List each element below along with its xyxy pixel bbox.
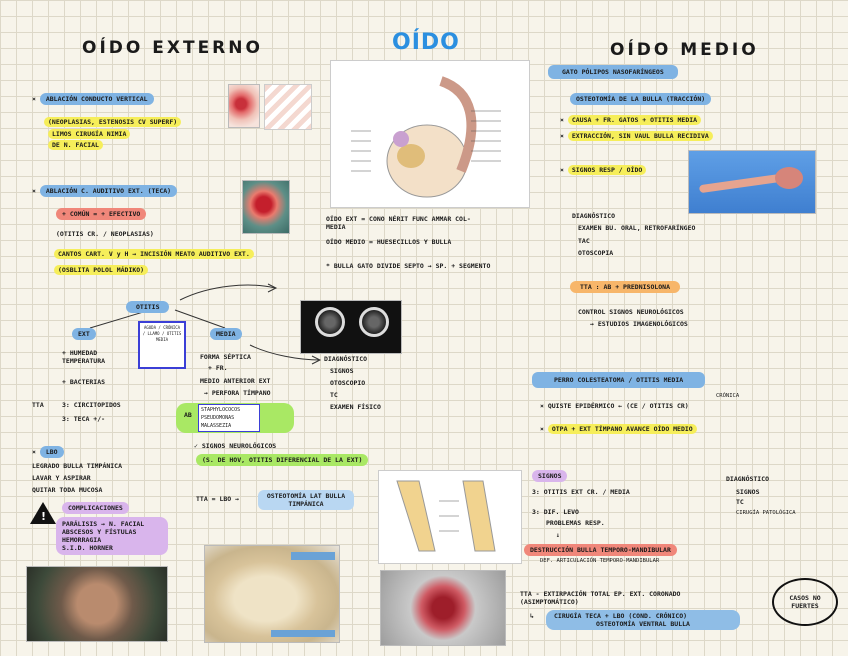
media-item-4: → PERFORA TÍMPANO <box>204 389 271 397</box>
otitis-label: OTITIS <box>126 301 169 313</box>
middle-item-3 <box>560 166 646 174</box>
page-title: OÍDO <box>392 30 460 55</box>
note-circle <box>772 578 838 626</box>
ext-item-1: + HUMEDAD TEMPERATURA <box>62 349 106 365</box>
perro-red2: DEF. ARTICULACIÓN TEMPORO-MANDIBULAR <box>540 558 660 564</box>
perro-tta-arrow: ↳ <box>530 612 534 620</box>
middle-control-2: → ESTUDIOS IMAGENOLÓGICOS <box>590 320 688 328</box>
complicaciones-list <box>56 517 168 555</box>
comp-item-2: ABSCESOS Y FÍSTULAS <box>62 528 137 536</box>
ear-diagram-small <box>378 470 522 564</box>
perro-item-1: × QUISTE EPIDÉRMICO ← (CE / OTITIS CR) <box>540 402 689 410</box>
otitis-node <box>126 303 169 311</box>
surgery-photo-2 <box>242 180 290 234</box>
ab-label: AB <box>184 411 192 419</box>
anatomy-svg <box>331 61 529 207</box>
perro-item-2 <box>540 425 697 433</box>
polyp-head <box>775 167 803 189</box>
perro-signos <box>532 472 567 480</box>
ct-scan <box>300 300 400 352</box>
total-note-2 <box>54 266 148 274</box>
otitis-dx-4: TC <box>330 391 338 399</box>
perro-signos-label: SIGNOS <box>532 470 567 482</box>
middle-dx-3: TAC <box>578 237 590 245</box>
perro-s3: PROBLEMAS RESP. <box>546 519 605 527</box>
surgery-photo-1 <box>228 84 260 128</box>
total-cause <box>56 210 146 218</box>
ext-item-3: 3: CIRCITOPIDOS <box>62 401 121 409</box>
ct-image <box>300 300 402 354</box>
skull-photo <box>204 545 340 643</box>
middle-dx-1: DIAGNÓSTICO <box>572 212 616 220</box>
perro-red <box>524 546 677 554</box>
neuro-signs-2 <box>196 456 368 464</box>
note2-text: (OSBLITA POLOL MÁDIKO) <box>54 265 148 275</box>
sign2-text: (S. DE HOV, OTITIS DIFERENCIAL DE LA EXT) <box>196 454 368 466</box>
perro-tta-box-2: OSTEOTOMÍA VENTRAL BULLA <box>596 620 690 628</box>
risk2-text: DE N. FACIAL <box>48 140 103 150</box>
tta2-box-text: OSTEOTOMÍA LAT BULLA TIMPÁNICA <box>258 490 354 510</box>
total-ablation-label: ABLACIÓN C. AUDITIVO EXT. (TECA) <box>40 185 177 197</box>
perro-tta-box-1: CIRUGÍA TECA + LBO (COND. CRÓNICO) <box>554 612 688 620</box>
ct-left-bulla <box>315 307 345 337</box>
middle-control-1: CONTROL SIGNOS NEUROLÓGICOS <box>578 308 684 316</box>
perro-dx-1: DIAGNÓSTICO <box>726 475 770 483</box>
otitis-dx-3: OTOSCOPIO <box>330 379 366 387</box>
middle-item-1-text: CAUSA + FR. GATOS + OTITIS MEDIA <box>568 115 701 125</box>
media-label: MEDIA <box>210 328 242 340</box>
osteo-text: OSTEOTOMÍA DE LA BULLA (TRACCIÓN) <box>570 93 711 105</box>
lbo-label: LBO <box>40 446 64 458</box>
perro-tta-box <box>546 610 740 630</box>
otitis-dx-1: DIAGNÓSTICO <box>324 355 368 363</box>
note1-text: CANTOS CART. V y H → INCISIÓN MEATO AUDITIVO EXT. <box>54 249 254 259</box>
perro-item1b: CRÓNICA <box>716 393 740 399</box>
perro-red-text: DESTRUCCIÓN BULLA TEMPORO-MANDIBULAR <box>524 544 677 556</box>
otitis-ext-node <box>72 330 96 338</box>
middle-tta <box>570 283 680 291</box>
lbo-item-1: LEGRADO BULLA TIMPÁNICA <box>32 462 123 470</box>
surgery-photo-3 <box>380 570 506 646</box>
lateral-risk-2 <box>48 141 103 149</box>
lateral-ablation <box>32 95 154 103</box>
middle-item-2 <box>560 132 713 140</box>
dog-surgery-photo <box>26 566 168 642</box>
middle-dx-2: EXAMEN BU. ORAL, RETROFARÍNGEO <box>578 224 696 232</box>
gato-label: GATO PÓLIPOS NASOFARÍNGEOS <box>548 65 678 79</box>
center-note-3: * BULLA GATO DIVIDE SEPTO → SP. + SEGMENTO <box>326 262 491 270</box>
ext-item-4: 3: TECA +/- <box>62 415 106 423</box>
neuro-signs: ✓ SIGNOS NEUROLÓGICOS <box>194 442 277 450</box>
otitis-tta2-box <box>258 490 354 510</box>
bacteria-3: MALASSEZIA <box>201 423 232 429</box>
center-note-2: OÍDO MEDIO = HUESECILLOS Y BULLA <box>326 238 452 246</box>
otitis-tta2: TTA = LBO → <box>196 495 240 503</box>
bacteria-1: STAPHYLOCOCOS <box>201 407 241 413</box>
middle-ear-heading: OÍDO MEDIO <box>610 40 759 60</box>
lateral-indications <box>44 118 181 126</box>
indications-text: (NEOPLASIAS, ESTENOSIS CV SUPERF) <box>44 117 181 127</box>
lbo-item-3: QUITAR TODA MUCOSA <box>32 486 103 494</box>
perro-tta: TTA - EXTIRPACIÓN TOTAL EP. EXT. CORONADO (ASIMPTOMÁTICO) <box>520 590 681 606</box>
media-item-1: FORMA SÉPTICA <box>200 353 251 361</box>
perro-dx-3: TC <box>736 498 744 506</box>
media-item-3: MEDIO ANTERIOR EXT <box>200 377 271 385</box>
gato-polipos <box>548 68 678 76</box>
skull-label-top <box>291 552 335 560</box>
otitis-dx-2: SIGNOS <box>330 367 354 375</box>
warning-mark: ! <box>41 510 47 523</box>
diagram-small-svg <box>379 471 521 563</box>
cause-text: + COMÚN = + EFECTIVO <box>56 208 146 220</box>
ext-label: EXT <box>72 328 96 340</box>
perro-label: PERRO COLESTEATOMA / OTITIS MEDIA <box>532 372 705 388</box>
lbo-item-2: LAVAR Y ASPIRAR <box>32 474 91 482</box>
perro-dx-4: CIRUGÍA PATOLÓGICA <box>736 510 796 516</box>
skull-label-bottom <box>271 630 335 637</box>
polyp-photo <box>688 150 816 214</box>
middle-item-1 <box>560 116 701 124</box>
perro-s1: 3: OTITIS EXT CR. / MEDIA <box>532 488 630 496</box>
comp-item-4: S.I.D. HORNER <box>62 544 113 552</box>
lbo <box>32 448 64 456</box>
perro-dx-2: SIGNOS <box>736 488 760 496</box>
center-note-1: OÍDO EXT = CONO NÉRIT FUNC AMMAR COL-MEDIA <box>326 215 471 231</box>
bacteria-box <box>198 404 260 432</box>
ext-item-2: + BACTERIAS <box>62 378 106 386</box>
total-ablation <box>32 187 177 195</box>
perro-s2: 3: DIF. LEVO <box>532 508 579 516</box>
complicaciones-label: COMPLICACIONES <box>62 502 129 514</box>
media-item-2: + FR. <box>208 364 228 372</box>
middle-item-3-text: SIGNOS RESP / OÍDO <box>568 165 646 175</box>
tta-label: TTA <box>32 401 44 409</box>
middle-item-2-text: EXTRACCIÓN, SIN VAUL BULLA RECIDIVA <box>568 131 713 141</box>
comp-item-3: HEMORRAGIA <box>62 536 102 544</box>
middle-tta-text: TTA : AB + PREDNISOLONA <box>570 281 680 293</box>
total-causes2: (OTITIS CR. / NEOPLASIAS) <box>56 230 154 238</box>
perro-item-2-text: OTPA + EXT TÍMPANO AVANCE OÍDO MEDIO <box>548 424 697 434</box>
ear-anatomy-diagram <box>330 60 530 208</box>
ct-right-bulla <box>359 307 389 337</box>
lateral-ablation-label: ABLACIÓN CONDUCTO VERTICAL <box>40 93 154 105</box>
bacteria-2: PSEUDOMONAS <box>201 415 235 421</box>
middle-dx-4: OTOSCOPIA <box>578 249 614 257</box>
note-circle-text: CASOS NO FUERTES <box>789 594 821 610</box>
lateral-risk-1 <box>48 130 130 138</box>
otitis-media-node <box>210 330 242 338</box>
comp-item-1: PARÁLISIS → N. FACIAL <box>62 520 145 528</box>
risk1-text: LIMOS CIRUGÍA NIMIA <box>48 129 130 139</box>
diagram-thumbnails <box>264 84 312 130</box>
external-ear-heading: OÍDO EXTERNO <box>82 38 263 58</box>
perro-colesteatoma <box>532 376 705 384</box>
otitis-box: AGUDA / CRÓNICA / LLAMO / OTITIS MEDIA <box>138 321 186 369</box>
total-note-1 <box>54 250 254 258</box>
complicaciones <box>62 504 129 512</box>
perro-arrow: ↓ <box>556 531 560 539</box>
osteo-line <box>570 95 711 103</box>
otitis-dx-5: EXAMEN FÍSICO <box>330 403 381 411</box>
